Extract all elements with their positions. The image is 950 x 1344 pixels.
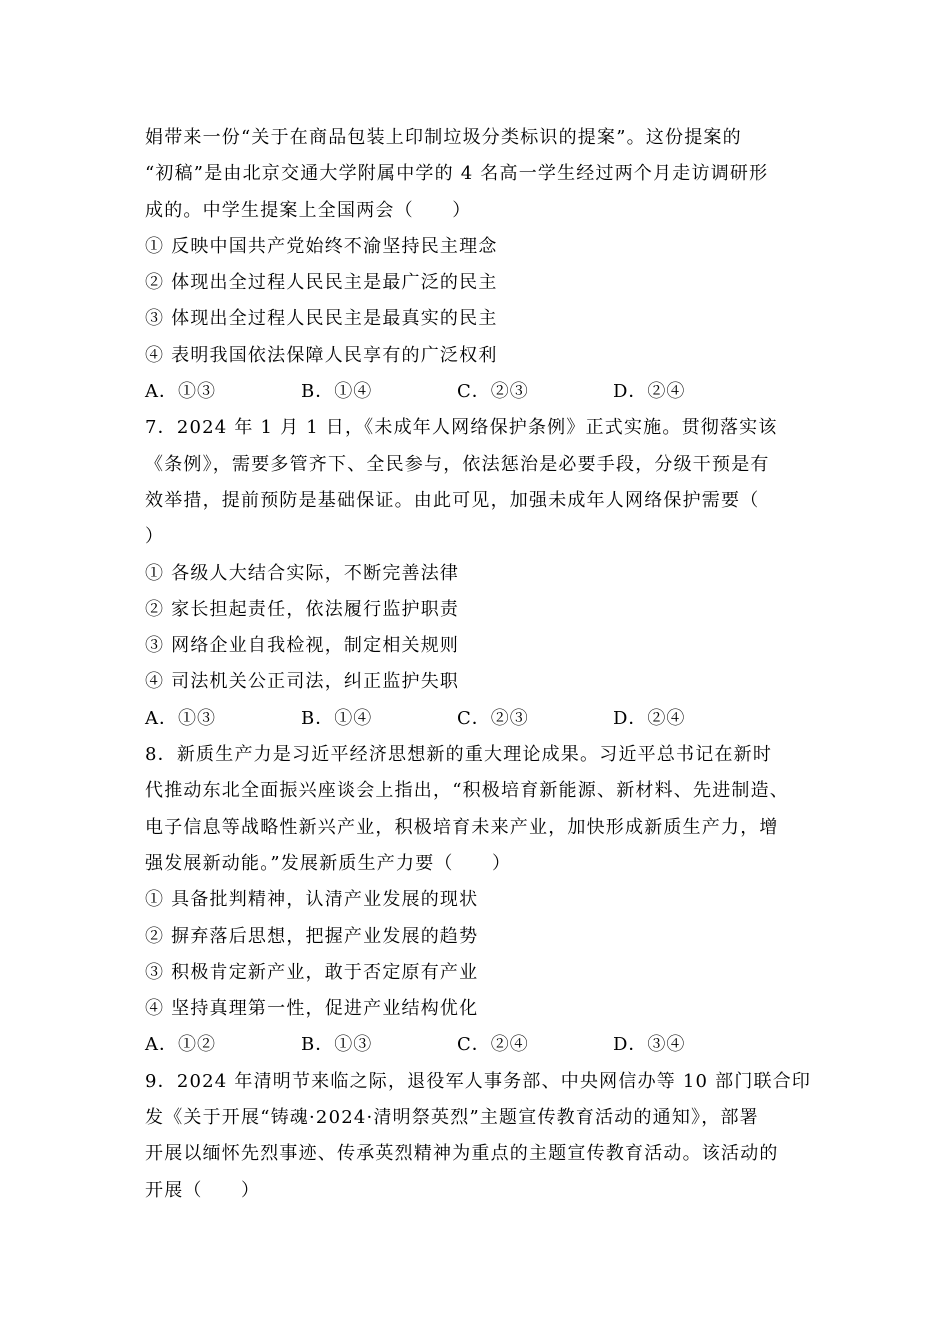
question-6-option-a[interactable]: A．①③ bbox=[145, 381, 216, 403]
question-7-stem-line-4: ） bbox=[145, 526, 165, 548]
question-8-option-d[interactable]: D．③④ bbox=[613, 1034, 686, 1056]
question-6-stem-line-3: 成的。中学生提案上全国两会（ ） bbox=[145, 199, 472, 221]
question-7-item-1: ① 各级人大结合实际，不断完善法律 bbox=[145, 562, 460, 584]
question-8-item-4: ④ 坚持真理第一性，促进产业结构优化 bbox=[145, 998, 479, 1020]
question-7-option-a[interactable]: A．①③ bbox=[145, 707, 216, 729]
question-7-item-3: ③ 网络企业自我检视，制定相关规则 bbox=[145, 635, 460, 657]
question-7-option-d[interactable]: D．②④ bbox=[613, 707, 686, 729]
question-8-item-1: ① 具备批判精神，认清产业发展的现状 bbox=[145, 889, 479, 911]
question-6-stem-line-2: “初稿”是由北京交通大学附属中学的 4 名高一学生经过两个月走访调研形 bbox=[145, 163, 769, 185]
question-7-stem-line-2: 《条例》，需要多管齐下、全民参与，依法惩治是必要手段，分级干预是有 bbox=[145, 453, 770, 475]
question-6-item-2: ② 体现出全过程人民民主是最广泛的民主 bbox=[145, 272, 498, 294]
question-7-option-c[interactable]: C．②③ bbox=[457, 707, 529, 729]
question-9-stem-line-1: 9．2024 年清明节来临之际，退役军人事务部、中央网信办等 10 部门联合印 bbox=[145, 1070, 812, 1092]
question-6-stem-line-1: 娟带来一份“关于在商品包装上印制垃圾分类标识的提案”。这份提案的 bbox=[145, 127, 742, 148]
question-8-stem-line-4: 强发展新动能。”发展新质生产力要（ ） bbox=[145, 852, 512, 874]
question-8-stem-line-2: 代推动东北全面振兴座谈会上指出，“积极培育新能源、新材料、先进制造、 bbox=[145, 780, 789, 802]
question-8-options bbox=[145, 1027, 825, 1063]
question-8-item-3: ③ 积极肯定新产业，敢于否定原有产业 bbox=[145, 961, 479, 983]
question-8-stem-line-3: 电子信息等战略性新兴产业，积极培育未来产业，加快形成新质生产力，增 bbox=[145, 816, 779, 838]
question-6-option-d[interactable]: D．②④ bbox=[613, 381, 686, 403]
question-9 bbox=[145, 1064, 825, 1209]
question-8-option-b[interactable]: B．①③ bbox=[301, 1034, 373, 1056]
question-9-stem-line-4: 开展（ ） bbox=[145, 1179, 261, 1201]
question-7-option-b[interactable]: B．①④ bbox=[301, 707, 373, 729]
question-6-item-4: ④ 表明我国依法保障人民享有的广泛权利 bbox=[145, 344, 498, 366]
question-7-item-4: ④ 司法机关公正司法，纠正监护失职 bbox=[145, 671, 460, 693]
question-6-item-1: ① 反映中国共产党始终不渝坚持民主理念 bbox=[145, 235, 498, 257]
question-6-options bbox=[145, 374, 825, 410]
question-7-stem-line-1: 7．2024 年 1 月 1 日，《未成年人网络保护条例》正式实施。贯彻落实该 bbox=[145, 417, 778, 439]
question-8-item-2: ② 摒弃落后思想，把握产业发展的趋势 bbox=[145, 925, 479, 947]
question-7-item-2: ② 家长担起责任，依法履行监护职责 bbox=[145, 598, 460, 620]
question-content bbox=[145, 120, 825, 1209]
question-8-stem-line-1: 8．新质生产力是习近平经济思想新的重大理论成果。习近平总书记在新时 bbox=[145, 744, 773, 766]
question-9-stem-line-2: 发《关于开展“铸魂·2024·清明祭英烈”主题宣传教育活动的通知》，部署 bbox=[145, 1107, 759, 1129]
question-9-stem-line-3: 开展以缅怀先烈事迹、传承英烈精神为重点的主题宣传教育活动。该活动的 bbox=[145, 1143, 779, 1165]
question-6 bbox=[145, 120, 825, 410]
question-7-stem-line-3: 效举措，提前预防是基础保证。由此可见，加强未成年人网络保护需要（ bbox=[145, 489, 760, 511]
question-6-item-3: ③ 体现出全过程人民民主是最真实的民主 bbox=[145, 308, 498, 330]
question-6-option-b[interactable]: B．①④ bbox=[301, 381, 373, 403]
question-8 bbox=[145, 737, 825, 1064]
question-7-options bbox=[145, 701, 825, 737]
question-8-option-a[interactable]: A．①② bbox=[145, 1034, 216, 1056]
question-8-option-c[interactable]: C．②④ bbox=[457, 1034, 529, 1056]
question-6-option-c[interactable]: C．②③ bbox=[457, 381, 529, 403]
question-7 bbox=[145, 410, 825, 737]
